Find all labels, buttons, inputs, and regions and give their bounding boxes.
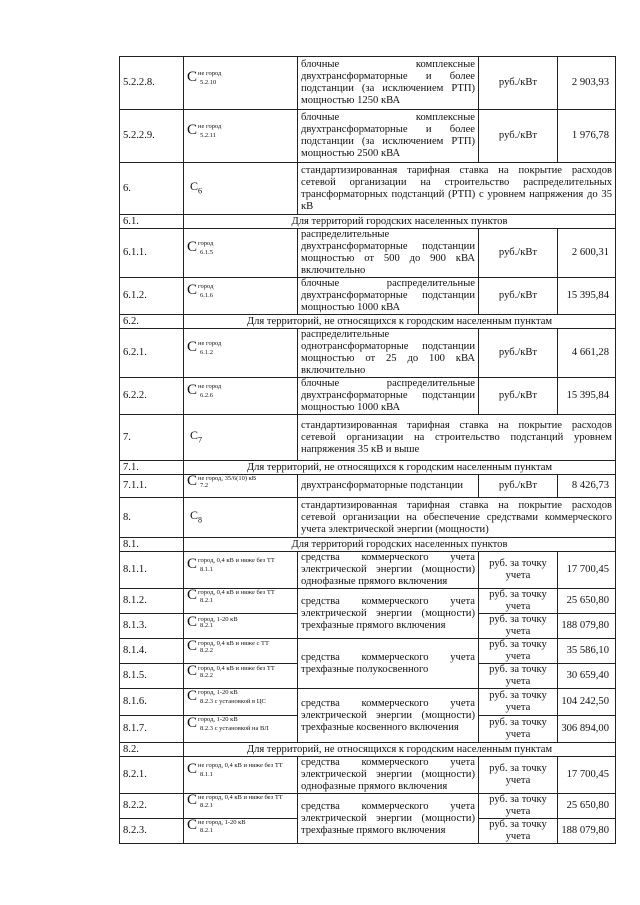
rate-symbol-index: 8 [198, 515, 203, 525]
unit-cell: руб./кВт [479, 278, 558, 315]
rate-symbol-superscript: не город [198, 383, 222, 390]
rate-symbol [184, 475, 298, 498]
section-title: Для территорий городских населенных пунктов [184, 538, 616, 552]
section-title: Для территорий, не относящихся к городским населенным пунктам [184, 461, 616, 475]
row-number: 8.1. [120, 538, 184, 552]
rate-symbol-superscript: город, 1-20 кВ [198, 616, 238, 623]
rate-symbol-superscript: город, 1-20 кВ [198, 716, 238, 723]
rate-symbol [184, 689, 298, 716]
row-number: 8.2. [120, 743, 184, 757]
rate-symbol [184, 229, 298, 278]
row-number: 8.2.1. [120, 757, 184, 794]
table-row [120, 475, 616, 498]
unit-cell: руб. за точку учета [479, 757, 558, 794]
unit-cell: руб./кВт [479, 229, 558, 278]
rate-symbol-letter: C [187, 474, 198, 489]
row-number: 8.1.5. [120, 664, 184, 689]
section-title: Для территорий, не относящихся к городским населенным пунктам [184, 743, 616, 757]
unit-cell: руб. за точку учета [479, 552, 558, 589]
item-description: блочные комплексные двухтрансформаторные и более подстанции (за исключением РТП) мощностью 2500 кВА [298, 110, 479, 163]
rate-symbol-superscript: не город, 0,4 кВ и ниже без ТТ [198, 762, 283, 769]
tariff-value: 25 650,80 [558, 589, 616, 614]
tariff-value: 17 700,45 [558, 757, 616, 794]
rate-symbol [184, 757, 298, 794]
rate-symbol-superscript: не город, 35/6(10) кВ [198, 475, 257, 482]
rate-symbol [184, 794, 298, 819]
table-row [120, 498, 616, 538]
rate-symbol [184, 415, 298, 461]
tariff-value: 15 395,84 [558, 278, 616, 315]
section-header-row [120, 461, 616, 475]
rate-symbol-superscript: город, 0,4 кВ и ниже с ТТ [198, 640, 269, 647]
row-number: 8.1.1. [120, 552, 184, 589]
rate-symbol-superscript: город, 1-20 кВ [198, 689, 238, 696]
unit-cell: руб. за точку учета [479, 664, 558, 689]
row-number: 6.2.1. [120, 329, 184, 378]
rate-symbol-subscript: 8.2.2 [200, 647, 213, 654]
item-description: распределительные двухтрансформаторные подстанции мощностью от 500 до 900 кВА включительно [298, 229, 479, 278]
rate-symbol-letter: C [187, 282, 198, 298]
section-header-row [120, 315, 616, 329]
rate-symbol-letter: C [187, 339, 198, 355]
table-row [120, 278, 616, 315]
tariff-value: 35 586,10 [558, 639, 616, 664]
tariff-value: 8 426,73 [558, 475, 616, 498]
rate-symbol-subscript: 8.2.2 [200, 672, 213, 679]
rate-symbol-subscript: 5.2.10 [200, 79, 217, 86]
unit-cell: руб. за точку учета [479, 614, 558, 639]
rate-symbol-letter: C [187, 688, 198, 704]
table-row [120, 329, 616, 378]
tariff-table-body [120, 57, 616, 844]
row-number: 8.2.2. [120, 794, 184, 819]
rate-symbol-letter: C [187, 663, 198, 679]
row-number: 7. [120, 415, 184, 461]
rate-symbol-letter: C [190, 178, 199, 193]
unit-cell: руб. за точку учета [479, 819, 558, 844]
rate-description: стандартизированная тарифная ставка на покрытие расходов сетевой организации на строительство подстанций уровнем напряжения 35 кВ и выше [298, 415, 616, 461]
rate-symbol [184, 498, 298, 538]
tariff-value: 25 650,80 [558, 794, 616, 819]
rate-symbol-letter: C [187, 715, 198, 731]
row-number: 7.1. [120, 461, 184, 475]
unit-cell: руб. за точку учета [479, 716, 558, 743]
rate-symbol-subscript: 8.2.1 [200, 827, 213, 834]
unit-cell: руб./кВт [479, 329, 558, 378]
row-number: 8.1.3. [120, 614, 184, 639]
rate-symbol [184, 819, 298, 844]
rate-symbol-subscript: 6.1.6 [200, 292, 213, 299]
unit-cell: руб./кВт [479, 475, 558, 498]
table-row [120, 794, 616, 819]
rate-symbol-superscript: город, 0,4 кВ и ниже без ТТ [198, 557, 275, 564]
table-row [120, 229, 616, 278]
rate-symbol-superscript: не город [198, 70, 222, 77]
tariff-value: 4 661,28 [558, 329, 616, 378]
row-number: 8.1.6. [120, 689, 184, 716]
row-number: 6.2.2. [120, 378, 184, 415]
rate-symbol-subscript: 8.2.1 [200, 597, 213, 604]
unit-cell: руб. за точку учета [479, 794, 558, 819]
tariff-value: 15 395,84 [558, 378, 616, 415]
rate-symbol-index: 7 [198, 435, 203, 445]
rate-symbol-superscript: город, 0,4 кВ и ниже без ТТ [198, 665, 275, 672]
table-row [120, 689, 616, 716]
rate-symbol-superscript: город [198, 283, 214, 290]
rate-symbol-subscript: 8.2.1 [200, 622, 213, 629]
rate-symbol [184, 163, 298, 215]
item-description: блочные распределительные двухтрансформаторные подстанции мощностью 1000 кВА [298, 378, 479, 415]
rate-symbol-letter: C [187, 793, 198, 808]
row-number: 5.2.2.8. [120, 57, 184, 110]
rate-symbol [184, 110, 298, 163]
rate-symbol [184, 639, 298, 664]
tariff-value: 188 079,80 [558, 614, 616, 639]
rate-symbol [184, 329, 298, 378]
rate-symbol-subscript: 6.2.6 [200, 392, 213, 399]
tariff-value: 2 903,93 [558, 57, 616, 110]
rate-symbol-letter: C [187, 818, 198, 833]
rate-symbol [184, 589, 298, 614]
rate-symbol-subscript: 8.1.1 [200, 771, 213, 778]
section-header-row [120, 743, 616, 757]
rate-description: стандартизированная тарифная ставка на покрытие расходов сетевой организации на обеспечение средствами коммерческого учета электрической энергии (мощности) [298, 498, 616, 538]
item-description: средства коммерческого учета электрической энергии (мощности) трехфазные прямого включения [298, 794, 479, 844]
row-number: 6.1. [120, 215, 184, 229]
tariff-value: 17 700,45 [558, 552, 616, 589]
section-header-row [120, 215, 616, 229]
rate-symbol-subscript: 6.1.2 [200, 349, 213, 356]
rate-symbol-superscript: город, 0,4 кВ и ниже без ТТ [198, 589, 275, 596]
rate-symbol-letter: C [187, 556, 198, 572]
unit-cell: руб. за точку учета [479, 589, 558, 614]
item-description: средства коммерческого учета трехфазные полукосвенного [298, 639, 479, 689]
unit-cell: руб./кВт [479, 57, 558, 110]
table-row [120, 415, 616, 461]
table-row [120, 639, 616, 664]
row-number: 8.1.2. [120, 589, 184, 614]
tariff-value: 30 659,40 [558, 664, 616, 689]
rate-symbol [184, 57, 298, 110]
tariff-table [119, 56, 616, 844]
rate-symbol [184, 552, 298, 589]
rate-symbol-subscript: 8.1.1 [200, 566, 213, 573]
tariff-value: 104 242,50 [558, 689, 616, 716]
item-description: блочные распределительные двухтрансформаторные подстанции мощностью 1000 кВА [298, 278, 479, 315]
row-number: 8.2.3. [120, 819, 184, 844]
rate-symbol-subscript: 8.2.3 с установкой на ВЛ [200, 725, 269, 732]
item-description: средства коммерческого учета электрической энергии (мощности) однофазные прямого включения [298, 552, 479, 589]
rate-symbol-letter: C [187, 588, 198, 603]
table-row [120, 378, 616, 415]
tariff-value: 2 600,31 [558, 229, 616, 278]
rate-description: стандартизированная тарифная ставка на покрытие расходов сетевой организации на строительство распределительных трансформаторных подстанций (РТП) с уровнем напряжения до 35 кВ [298, 163, 616, 215]
rate-symbol-subscript: 8.2.1 [200, 802, 213, 809]
item-description: двухтрансформаторные подстанции [298, 475, 479, 498]
row-number: 7.1.1. [120, 475, 184, 498]
tariff-value: 1 976,78 [558, 110, 616, 163]
row-number: 8. [120, 498, 184, 538]
row-number: 6.2. [120, 315, 184, 329]
unit-cell: руб./кВт [479, 110, 558, 163]
item-description: средства коммерческого учета электрической энергии (мощности) трехфазные прямого включения [298, 589, 479, 639]
tariff-value: 306 894,00 [558, 716, 616, 743]
rate-symbol-letter: C [190, 507, 199, 522]
rate-symbol [184, 378, 298, 415]
row-number: 6.1.2. [120, 278, 184, 315]
row-number: 6.1.1. [120, 229, 184, 278]
tariff-value: 188 079,80 [558, 819, 616, 844]
section-header-row [120, 538, 616, 552]
rate-symbol-subscript: 7.2 [200, 482, 209, 489]
rate-symbol-letter: C [187, 239, 198, 255]
rate-symbol-letter: C [187, 382, 198, 398]
section-title: Для территорий, не относящихся к городским населенным пунктам [184, 315, 616, 329]
rate-symbol-superscript: не город, 1-20 кВ [198, 819, 246, 826]
rate-symbol-letter: C [187, 638, 198, 654]
unit-cell: руб./кВт [479, 378, 558, 415]
item-description: средства коммерческого учета электрической энергии (мощности) трехфазные косвенного включения [298, 689, 479, 743]
rate-symbol-letter: C [190, 427, 199, 442]
row-number: 8.1.4. [120, 639, 184, 664]
item-description: распределительные однотрансформаторные подстанции мощностью от 25 до 100 кВА включительно [298, 329, 479, 378]
rate-symbol [184, 664, 298, 689]
rate-symbol-superscript: не город [198, 340, 222, 347]
table-row [120, 163, 616, 215]
row-number: 5.2.2.9. [120, 110, 184, 163]
rate-symbol-superscript: не город [198, 123, 222, 130]
rate-symbol-index: 6 [198, 186, 203, 196]
row-number: 8.1.7. [120, 716, 184, 743]
rate-symbol-superscript: город [198, 240, 214, 247]
section-title: Для территорий городских населенных пунктов [184, 215, 616, 229]
rate-symbol-superscript: не город, 0,4 кВ и ниже без ТТ [198, 794, 283, 801]
rate-symbol [184, 278, 298, 315]
item-description: средства коммерческого учета электрической энергии (мощности) однофазные прямого включения [298, 757, 479, 794]
rate-symbol-letter: C [187, 614, 198, 630]
rate-symbol [184, 614, 298, 639]
rate-symbol-subscript: 8.2.3 с установкой в ЦС [200, 698, 266, 705]
rate-symbol-letter: C [187, 122, 198, 138]
unit-cell: руб. за точку учета [479, 639, 558, 664]
rate-symbol-subscript: 5.2.11 [200, 132, 217, 139]
rate-symbol-subscript: 6.1.5 [200, 249, 213, 256]
rate-symbol-letter: C [187, 761, 198, 777]
table-row [120, 57, 616, 110]
unit-cell: руб. за точку учета [479, 689, 558, 716]
row-number: 6. [120, 163, 184, 215]
rate-symbol [184, 716, 298, 743]
table-row [120, 757, 616, 794]
table-row [120, 552, 616, 589]
rate-symbol-letter: C [187, 69, 198, 85]
item-description: блочные комплексные двухтрансформаторные и более подстанции (за исключением РТП) мощностью 1250 кВА [298, 57, 479, 110]
table-row [120, 110, 616, 163]
table-row [120, 589, 616, 614]
